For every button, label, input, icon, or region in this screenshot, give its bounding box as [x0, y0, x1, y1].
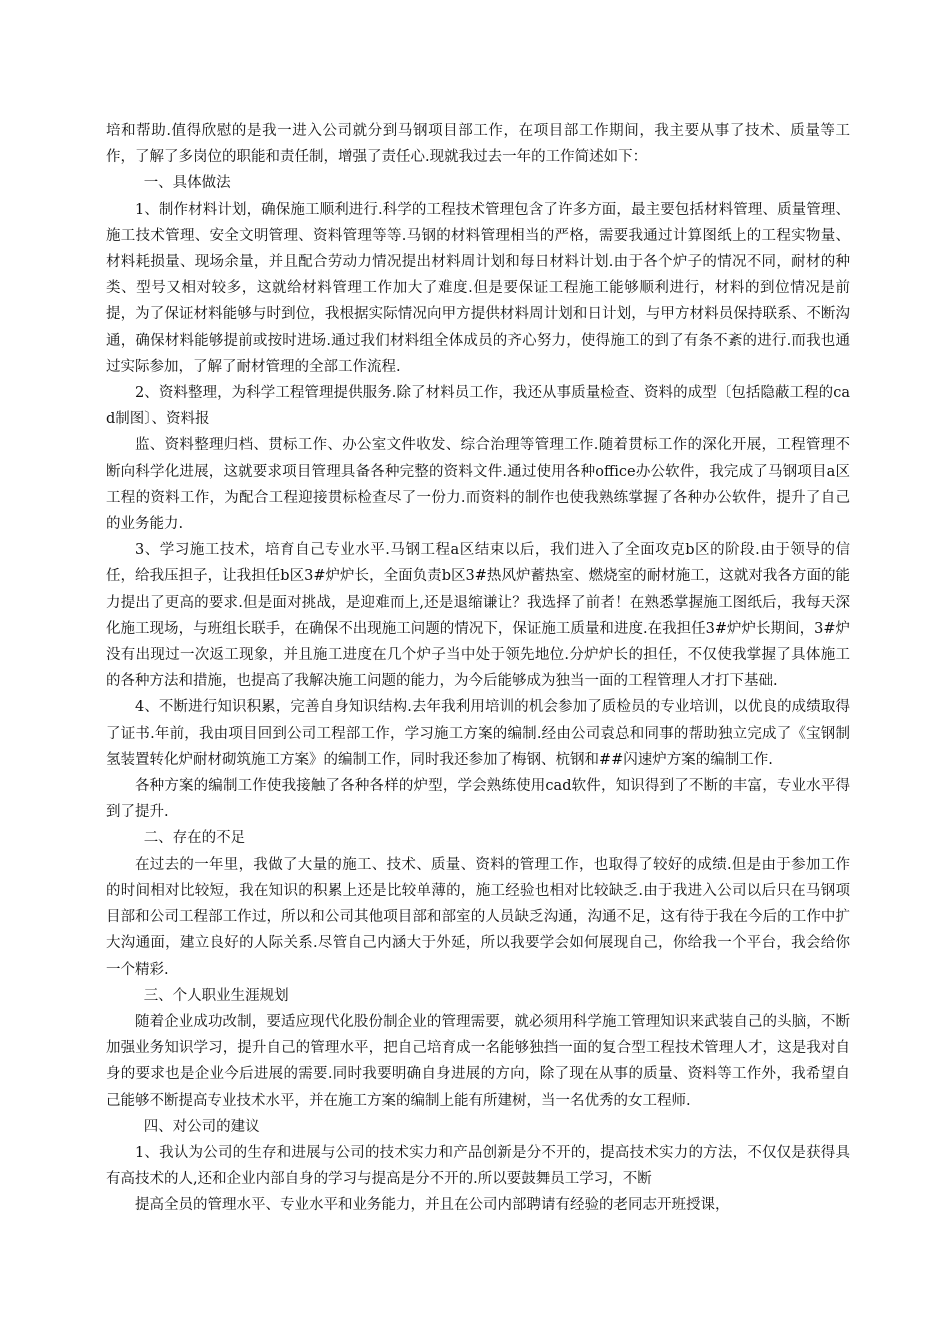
paragraph-office-work: 监、资料整理归档、贯标工作、办公室文件收发、综合治理等管理工作.随着贯标工作的深化开展，工程管理不断向科学化进展，这就要求项目管理具备各种完整的资料文件.通过使用各种office办公软件，我完成了马钢项目a区工程的资料工作，为配合工程迎接贯标检查尽了一份力.而资料的制作也使我熟练掌握了各种办公软件，提升了自己的业务能力.	[106, 437, 850, 533]
paragraph-knowledge: 4、不断进行知识积累，完善自身知识结构.去年我利用培训的机会参加了质检员的专业培训，以优良的成绩取得了证书.年前，我由项目回到公司工程部工作，学习施工方案的编制.经由公司袁总和同事的帮助独立完成了《宝钢制氢装置转化炉耐材砌筑施工方案》的编制工作，同时我还参加了梅钢、杭钢和##闪速炉方案的编制工作.	[106, 699, 850, 768]
section-heading-practices: 一、具体做法	[143, 175, 231, 192]
paragraph-career: 随着企业成功改制，要适应现代化股份制企业的管理需要，就必须用科学施工管理知识来武装自己的头脑，不断加强业务知识学习，提升自己的管理水平，把自己培育成一名能够独挡一面的复合型工程技术管理人才，这是我对自身的要求也是企业今后进展的需要.同时我要明确自身进展的方向，除了现在从事的质量、资料等工作外，我希望自己能够不断提高专业技术水平，并在施工方案的编制上能有所建树，当一名优秀的女工程师.	[106, 1013, 850, 1109]
paragraph-schemes: 各种方案的编制工作使我接触了各种各样的炉型，学会熟练使用cad软件，知识得到了不断的丰富，专业水平得到了提升.	[106, 778, 850, 821]
section-heading-career: 三、个人职业生涯规划	[143, 987, 289, 1004]
paragraph-suggestion-1: 1、我认为公司的生存和进展与公司的技术实力和产品创新是分不开的，提高技术实力的方法，不仅仅是获得具有高技术的人,还和企业内部自身的学习与提高是分不开的.所以要鼓舞员工学习，不断	[106, 1144, 850, 1188]
section-heading-suggestions: 四、对公司的建议	[143, 1118, 260, 1135]
document-page	[106, 118, 850, 1219]
paragraph-shortcomings: 在过去的一年里，我做了大量的施工、技术、质量、资料的管理工作，也取得了较好的成绩.但是由于参加工作的时间相对比较短，我在知识的积累上还是比较单薄的，施工经验也相对比较缺乏.由于我进入公司以后只在马钢项目部和公司工程部工作过，所以和公司其他项目部和部室的人员缺乏沟通，沟通不足，这有待于我在今后的工作中扩大沟通面，建立良好的人际关系.尽管自己内涵大于外延，所以我要学会如何展现自己，你给我一个平台，我会给你一个精彩.	[106, 856, 850, 978]
section-heading-shortcomings: 二、存在的不足	[143, 830, 246, 847]
paragraph-document-management: 2、资料整理，为科学工程管理提供服务.除了材料员工作，我还从事质量检查、资料的成型〔包括隐蔽工程的cad制图〕、资料报	[106, 385, 850, 428]
intro-paragraph: 培和帮助.值得欣慰的是我一进入公司就分到马钢项目部工作，在项目部工作期间，我主要从事了技术、质量等工作，了解了多岗位的职能和责任制，增强了责任心.现就我过去一年的工作简述如下：	[106, 123, 850, 166]
paragraph-material-plan: 1、制作材料计划，确保施工顺利进行.科学的工程技术管理包含了许多方面，最主要包括材料管理、质量管理、施工技术管理、安全文明管理、资料管理等等.马钢的材料管理相当的严格，需要我通过计算图纸上的工程实物量、材料耗损量、现场余量，并且配合劳动力情况提出材料周计划和每日材料计划.由于各个炉子的情况不同，耐材的种类、型号又相对较多，这就给材料管理工作加大了难度.但是要保证工程施工能够顺利进行，材料的到位情况是前提，为了保证材料能够与时到位，我根据实际情况向甲方提供材料周计划和日计划，与甲方材料员保持联系、不断沟通，确保材料能够提前或按时进场.通过我们材料组全体成员的齐心努力，使得施工的到了有条不紊的进行.而我也通过实际参加，了解了耐材管理的全部工作流程.	[106, 201, 850, 375]
paragraph-suggestion-continued: 提高全员的管理水平、专业水平和业务能力，并且在公司内部聘请有经验的老同志开班授课，	[135, 1197, 730, 1214]
paragraph-construction-tech: 3、学习施工技术，培育自己专业水平.马钢工程a区结束以后，我们进入了全面攻克b区的阶段.由于领导的信任，给我压担子，让我担任b区3#炉炉长，全面负责b区3#热风炉蓄热室、燃烧室的耐材施工，这就对我各方面的能力提出了更高的要求.但是面对挑战，是迎难而上,还是退缩谦让？我选择了前者！在熟悉掌握施工图纸后，我每天深化施工现场，与班组长联手，在确保不出现施工问题的情况下，保证施工质量和进度.在我担任3#炉炉长期间，3#炉没有出现过一次返工现象，并且施工进度在几个炉子当中处于领先地位.分炉炉长的担任，不仅使我掌握了具体施工的各种方法和措施，也提高了我解决施工问题的能力，为今后能够成为独当一面的工程管理人才打下基础.	[106, 542, 850, 690]
